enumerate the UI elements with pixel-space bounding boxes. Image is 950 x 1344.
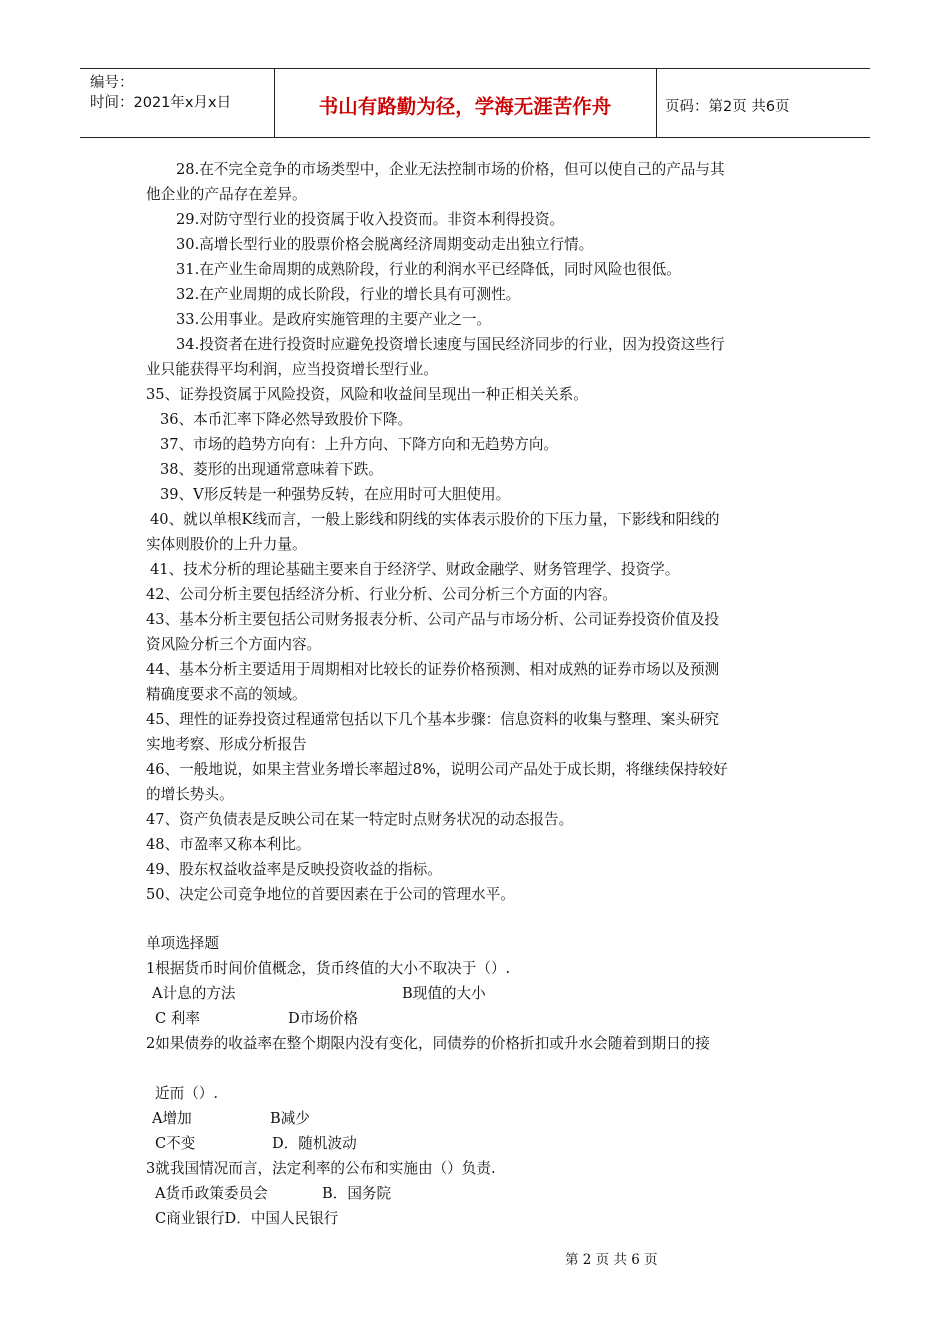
text-line: 50、决定公司竞争地位的首要因素在于公司的管理水平。 bbox=[146, 886, 515, 903]
text-line: 他企业的产品存在差异。 bbox=[146, 186, 307, 203]
question-1: 1根据货币时间价值概念，货币终值的大小不取决于（）. bbox=[146, 960, 511, 977]
page-footer: 第 2 页 共 6 页 bbox=[565, 1252, 658, 1268]
code-label: 编号： bbox=[90, 75, 134, 91]
text-line: 实体则股价的上升力量。 bbox=[146, 536, 307, 553]
text-line: 44、基本分析主要适用于周期相对比较长的证券价格预测、相对成熟的证券市场以及预测 bbox=[146, 661, 720, 678]
text-line: 40、就以单根K线而言，一般上影线和阴线的实体表示股价的下压力量，下影线和阳线的 bbox=[150, 511, 720, 528]
date-label: 时间：2021年x月x日 bbox=[90, 95, 232, 111]
text-line: 38、菱形的出现通常意味着下跌。 bbox=[160, 461, 383, 478]
text-line: 35、证券投资属于风险投资，风险和收益间呈现出一种正相关关系。 bbox=[146, 386, 588, 403]
header-page-number: 页码：第2页 共6页 bbox=[665, 99, 790, 115]
text-line: 资风险分析三个方面内容。 bbox=[146, 636, 322, 653]
option: D．随机波动 bbox=[272, 1135, 357, 1152]
text-line: 32.在产业周期的成长阶段，行业的增长具有可测性。 bbox=[176, 286, 521, 303]
option: B现值的大小 bbox=[402, 985, 486, 1002]
header-meta bbox=[90, 73, 231, 113]
option: A增加 bbox=[152, 1110, 192, 1127]
question-2-cont: 近而（）. bbox=[155, 1085, 219, 1102]
text-line: 48、市盈率又称本利比。 bbox=[146, 836, 311, 853]
option: D市场价格 bbox=[288, 1010, 359, 1027]
text-line: 实地考察、形成分析报告 bbox=[146, 736, 307, 753]
text-line: 31.在产业生命周期的成熟阶段，行业的利润水平已经降低，同时风险也很低。 bbox=[176, 261, 681, 278]
text-line: 43、基本分析主要包括公司财务报表分析、公司产品与市场分析、公司证券投资价值及投 bbox=[146, 611, 720, 628]
text-line: 41、技术分析的理论基础主要来自于经济学、财政金融学、财务管理学、投资学。 bbox=[150, 561, 680, 578]
option: C商业银行D．中国人民银行 bbox=[155, 1210, 339, 1227]
text-line: 36、本币汇率下降必然导致股价下降。 bbox=[160, 411, 413, 428]
option: A计息的方法 bbox=[152, 985, 236, 1002]
text-line: 34.投资者在进行投资时应避免投资增长速度与国民经济同步的行业，因为投资这些行 bbox=[176, 336, 725, 353]
option: A货币政策委员会 bbox=[155, 1185, 268, 1202]
option: B减少 bbox=[270, 1110, 310, 1127]
option: B．国务院 bbox=[322, 1185, 392, 1202]
text-line: 46、一般地说，如果主营业务增长率超过8%，说明公司产品处于成长期，将继续保持较好 bbox=[146, 761, 728, 778]
section-heading: 单项选择题 bbox=[146, 935, 219, 952]
header-divider bbox=[656, 69, 657, 137]
text-line: 30.高增长型行业的股票价格会脱离经济周期变动走出独立行情。 bbox=[176, 236, 594, 253]
text-line: 42、公司分析主要包括经济分析、行业分析、公司分析三个方面的内容。 bbox=[146, 586, 617, 603]
question-2: 2如果债券的收益率在整个期限内没有变化，同债券的价格折扣或升水会随着到期日的接 bbox=[146, 1035, 710, 1052]
text-line: 29.对防守型行业的投资属于收入投资而。非资本利得投资。 bbox=[176, 211, 565, 228]
text-line: 45、理性的证券投资过程通常包括以下几个基本步骤：信息资料的收集与整理、案头研究 bbox=[146, 711, 720, 728]
header-motto: 书山有路勤为径，学海无涯苦作舟 bbox=[318, 95, 612, 118]
text-line: 的增长势头。 bbox=[146, 786, 234, 803]
text-line: 49、股东权益收益率是反映投资收益的指标。 bbox=[146, 861, 442, 878]
text-line: 精确度要求不高的领域。 bbox=[146, 686, 307, 703]
question-3: 3就我国情况而言，法定利率的公布和实施由（）负责. bbox=[146, 1160, 496, 1177]
text-line: 33.公用事业。是政府实施管理的主要产业之一。 bbox=[176, 311, 492, 328]
text-line: 业只能获得平均利润，应当投资增长型行业。 bbox=[146, 361, 438, 378]
text-line: 47、资产负债表是反映公司在某一特定时点财务状况的动态报告。 bbox=[146, 811, 574, 828]
option: C 利率 bbox=[155, 1010, 200, 1027]
text-line: 37、市场的趋势方向有：上升方向、下降方向和无趋势方向。 bbox=[160, 436, 559, 453]
text-line: 39、V形反转是一种强势反转，在应用时可大胆使用。 bbox=[160, 486, 511, 503]
page-header bbox=[80, 68, 870, 138]
text-line: 28.在不完全竞争的市场类型中，企业无法控制市场的价格，但可以使自己的产品与其 bbox=[176, 161, 725, 178]
option: C不变 bbox=[155, 1135, 196, 1152]
